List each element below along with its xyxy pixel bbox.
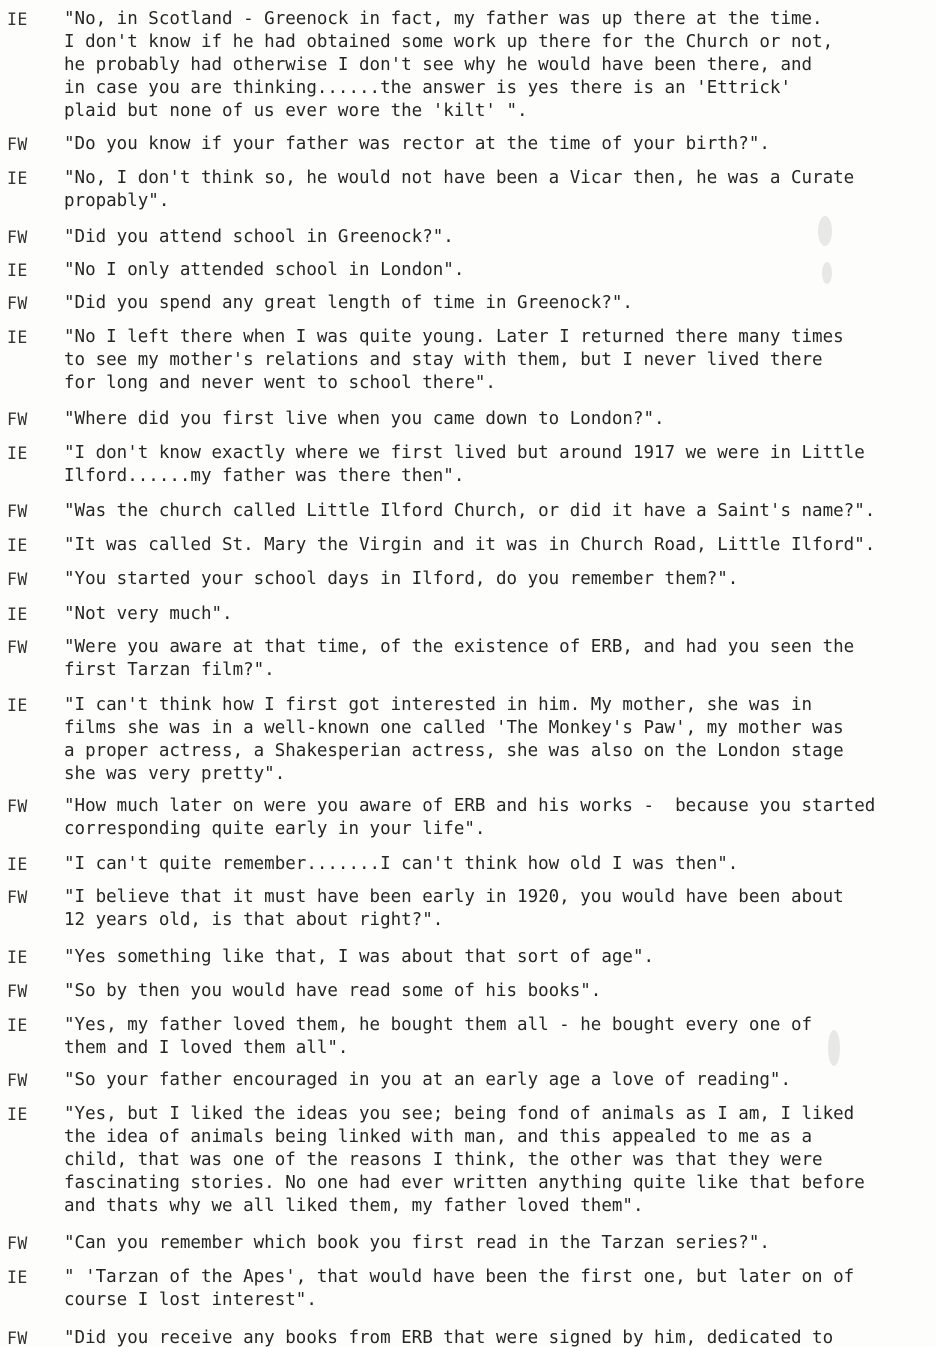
utterance-text: "No I left there when I was quite young. Later I returned there many times to see my mother's relations and stay with them, but I never lived there for long and never went to school there". [64, 327, 844, 393]
speaker-label: FW [7, 1329, 28, 1347]
utterance-text: "I believe that it must have been early in 1920, you would have been about 12 years old, is that about right?". [64, 887, 844, 930]
speaker-label: IE [7, 605, 28, 624]
speaker-label: IE [7, 855, 28, 874]
speaker-label: IE [7, 169, 28, 188]
speaker-label: FW [7, 982, 28, 1001]
speaker-label: IE [7, 328, 28, 347]
utterance-text: "Was the church called Little Ilford Church, or did it have a Saint's name?". [64, 501, 876, 521]
utterance-text: "Did you attend school in Greenock?". [64, 227, 454, 247]
speaker-label: FW [7, 1234, 28, 1253]
utterance-text: "No I only attended school in London". [64, 260, 465, 280]
speaker-label: FW [7, 638, 28, 657]
speaker-label: IE [7, 696, 28, 715]
speaker-label: IE [7, 261, 28, 280]
utterance-text: "So by then you would have read some of his books". [64, 981, 602, 1001]
speaker-label: FW [7, 888, 28, 907]
utterance-text: "I don't know exactly where we first lived but around 1917 we were in Little Ilford......my father was there then". [64, 443, 865, 486]
speaker-label: IE [7, 1268, 28, 1287]
utterance-text: "It was called St. Mary the Virgin and it was in Church Road, Little Ilford". [64, 535, 876, 555]
utterance-text: "Yes, but I liked the ideas you see; being fond of animals as I am, I liked the idea of animals being linked with man, and this appealed to me as a child, that was one of the reasons I think, the other was that they were fascinating stories. No one had ever written anything quite like that before and thats why we all liked them, my father loved them". [64, 1104, 865, 1216]
speaker-label: IE [7, 536, 28, 555]
speaker-label: FW [7, 1071, 28, 1090]
speaker-label: IE [7, 444, 28, 463]
utterance-text: "Where did you first live when you came down to London?". [64, 409, 665, 429]
utterance-text: "Did you receive any books from ERB that were signed by him, dedicated to [64, 1328, 834, 1347]
utterance-text: "Were you aware at that time, of the existence of ERB, and had you seen the first Tarzan film?". [64, 637, 855, 680]
speaker-label: IE [7, 10, 28, 29]
utterance-text: "Yes, my father loved them, he bought them all - he bought every one of them and I loved them all". [64, 1015, 813, 1058]
utterance-text: "Can you remember which book you first read in the Tarzan series?". [64, 1233, 770, 1253]
speaker-label: IE [7, 948, 28, 967]
speaker-label: FW [7, 294, 28, 313]
speaker-label: FW [7, 410, 28, 429]
utterance-text: "You started your school days in Ilford, do you remember them?". [64, 569, 739, 589]
utterance-text: "So your father encouraged in you at an early age a love of reading". [64, 1070, 791, 1090]
speaker-label: FW [7, 135, 28, 154]
speaker-label: FW [7, 228, 28, 247]
speaker-label: FW [7, 570, 28, 589]
speaker-label: FW [7, 797, 28, 816]
utterance-text: "Not very much". [64, 604, 233, 624]
utterance-text: "Did you spend any great length of time in Greenock?". [64, 293, 633, 313]
utterance-text: "Do you know if your father was rector at the time of your birth?". [64, 134, 770, 154]
utterance-text: "I can't think how I first got interested in him. My mother, she was in films she was in a well-known one called 'The Monkey's Paw', my mother was a proper actress, a Shakesperian actress, she was also on the London stage she was very pretty". [64, 695, 844, 784]
utterance-text: "How much later on were you aware of ERB and his works - because you started corresponding quite early in your life". [64, 796, 876, 839]
utterance-text: "No, I don't think so, he would not have been a Vicar then, he was a Curate propably". [64, 168, 855, 211]
speaker-label: IE [7, 1016, 28, 1035]
utterance-text: "I can't quite remember.......I can't think how old I was then". [64, 854, 739, 874]
speaker-label: IE [7, 1105, 28, 1124]
utterance-text: " 'Tarzan of the Apes', that would have been the first one, but later on of course I lost interest". [64, 1267, 855, 1310]
utterance-text: "Yes something like that, I was about that sort of age". [64, 947, 655, 967]
speaker-label: FW [7, 502, 28, 521]
utterance-text: "No, in Scotland - Greenock in fact, my father was up there at the time. I don't know if he had obtained some work up there for the Church or not, he probably had otherwise I don't see why he would have been there, and in case you are thinking......the answer is yes there is an 'Ettrick' plaid but none of us ever wore the 'kilt' ". [64, 9, 834, 121]
